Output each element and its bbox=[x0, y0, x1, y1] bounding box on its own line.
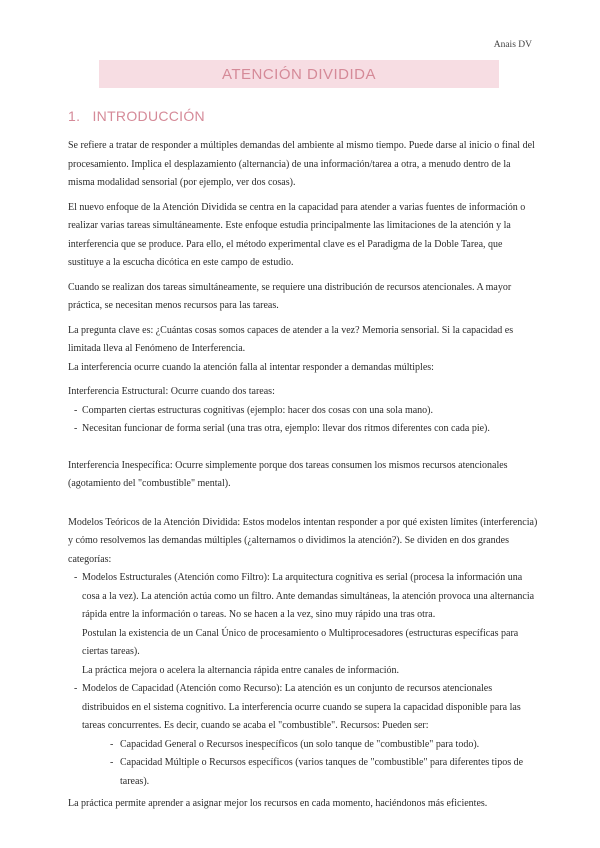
paragraph-new-approach: El nuevo enfoque de la Atención Dividida se centra en la capacidad para atender a varias fuentes de información o realizar varias tareas simultáneamente. Este enfoque estudia principalmente las limitaciones de la atención y la interferencia que se produce. Para ello, el método experimental clave es el Paradigma de la Doble Tarea, que sustituye a la escucha dicótica en este campo de estudio. bbox=[68, 201, 526, 268]
section-number: 1. bbox=[68, 108, 81, 124]
sub-list-item: - Capacidad Múltiple o Recursos específicos (varios tanques de "combustible" para diferentes tipos de tareas). bbox=[106, 754, 538, 791]
paragraph-structural-interference: Interferencia Estructural: Ocurre cuando dos tareas: bbox=[68, 386, 275, 397]
paragraph-practice: La práctica permite aprender a asignar mejor los recursos en cada momento, haciéndonos más eficientes. bbox=[68, 798, 488, 809]
author-name: Anais DV bbox=[493, 40, 532, 50]
section-title: INTRODUCCIÓN bbox=[92, 108, 205, 124]
paragraph-nonspecific-interference: Interferencia Inespecífica: Ocurre simplemente porque dos tareas consumen los mismos recursos atencionales (agotamiento del "combustible" mental). bbox=[68, 459, 508, 489]
title-text: ATENCIÓN DIVIDIDA bbox=[221, 65, 377, 83]
section-heading bbox=[68, 108, 205, 124]
list-item-structural-models bbox=[68, 569, 538, 680]
list-item: - Necesitan funcionar de forma serial (una tras otra, ejemplo: llevar dos ritmos diferentes con cada pie). bbox=[68, 420, 538, 439]
structural-interference-list bbox=[68, 402, 538, 439]
paragraph-simultaneous-tasks: Cuando se realizan dos tareas simultáneamente, se requiere una distribución de recursos atencionales. A mayor práctica, se necesitan menos recursos para las tareas. bbox=[68, 281, 512, 311]
document-title bbox=[99, 60, 499, 88]
paragraph-key-question: La pregunta clave es: ¿Cuántas cosas somos capaces de atender a la vez? Memoria sensorial. Si la capacidad es limitada lleva al Fenómeno de Interferencia. bbox=[68, 324, 514, 354]
list-item: - Comparten ciertas estructuras cognitivas (ejemplo: hacer dos cosas con una sola mano). bbox=[68, 402, 538, 421]
paragraph-interference: La interferencia ocurre cuando la atención falla al intentar responder a demandas múltiples: bbox=[68, 361, 434, 373]
capacity-models-text: - Modelos de Capacidad (Atención como Recurso): La atención es un conjunto de recursos atencionales distribuidos en el sistema cognitivo. La interferencia ocurre cuando se supera la capacidad disponible para las tareas concurrentes. Es decir, cuando se acaba el "combustible". Recursos: Pueden ser: bbox=[82, 683, 521, 731]
models-list bbox=[68, 569, 538, 791]
paragraph-definition: Se refiere a tratar de responder a múltiples demandas del ambiente al mismo tiempo. Puede darse al inicio o final del procesamiento. Implica el desplazamiento (alternancia) de una información/tarea a otra, a menudo dentro de la misma modalidad sensorial (por ejemplo, ver dos cosas). bbox=[68, 140, 535, 188]
structural-models-note: Postulan la existencia de un Canal Único de procesamiento o Multiprocesadores (estructuras específicas para ciertas tareas). bbox=[82, 627, 519, 657]
document-body bbox=[68, 137, 538, 820]
structural-models-note: La práctica mejora o acelera la alternancia rápida entre canales de información. bbox=[82, 664, 400, 676]
capacity-sublist bbox=[82, 736, 538, 792]
list-item-capacity-models bbox=[68, 680, 538, 791]
structural-models-text: - Modelos Estructurales (Atención como Filtro): La arquitectura cognitiva es serial (procesa la información una cosa a la vez). La atención actúa como un filtro. Ante demandas simultáneas, la atención provoca una alternancia rápida entre la información o tareas. No se hacen a la vez, sino muy rápido una tras otra. bbox=[82, 572, 535, 620]
sub-list-item: - Capacidad General o Recursos inespecíficos (un solo tanque de "combustible" para todo). bbox=[106, 736, 538, 755]
paragraph-theoretical-models: Modelos Teóricos de la Atención Dividida: Estos modelos intentan responder a por qué existen límites (interferencia) y cómo resolvemos las demandas múltiples (¿alternamos o dividimos la atención?). Se dividen en dos grandes categorías: bbox=[68, 516, 538, 565]
